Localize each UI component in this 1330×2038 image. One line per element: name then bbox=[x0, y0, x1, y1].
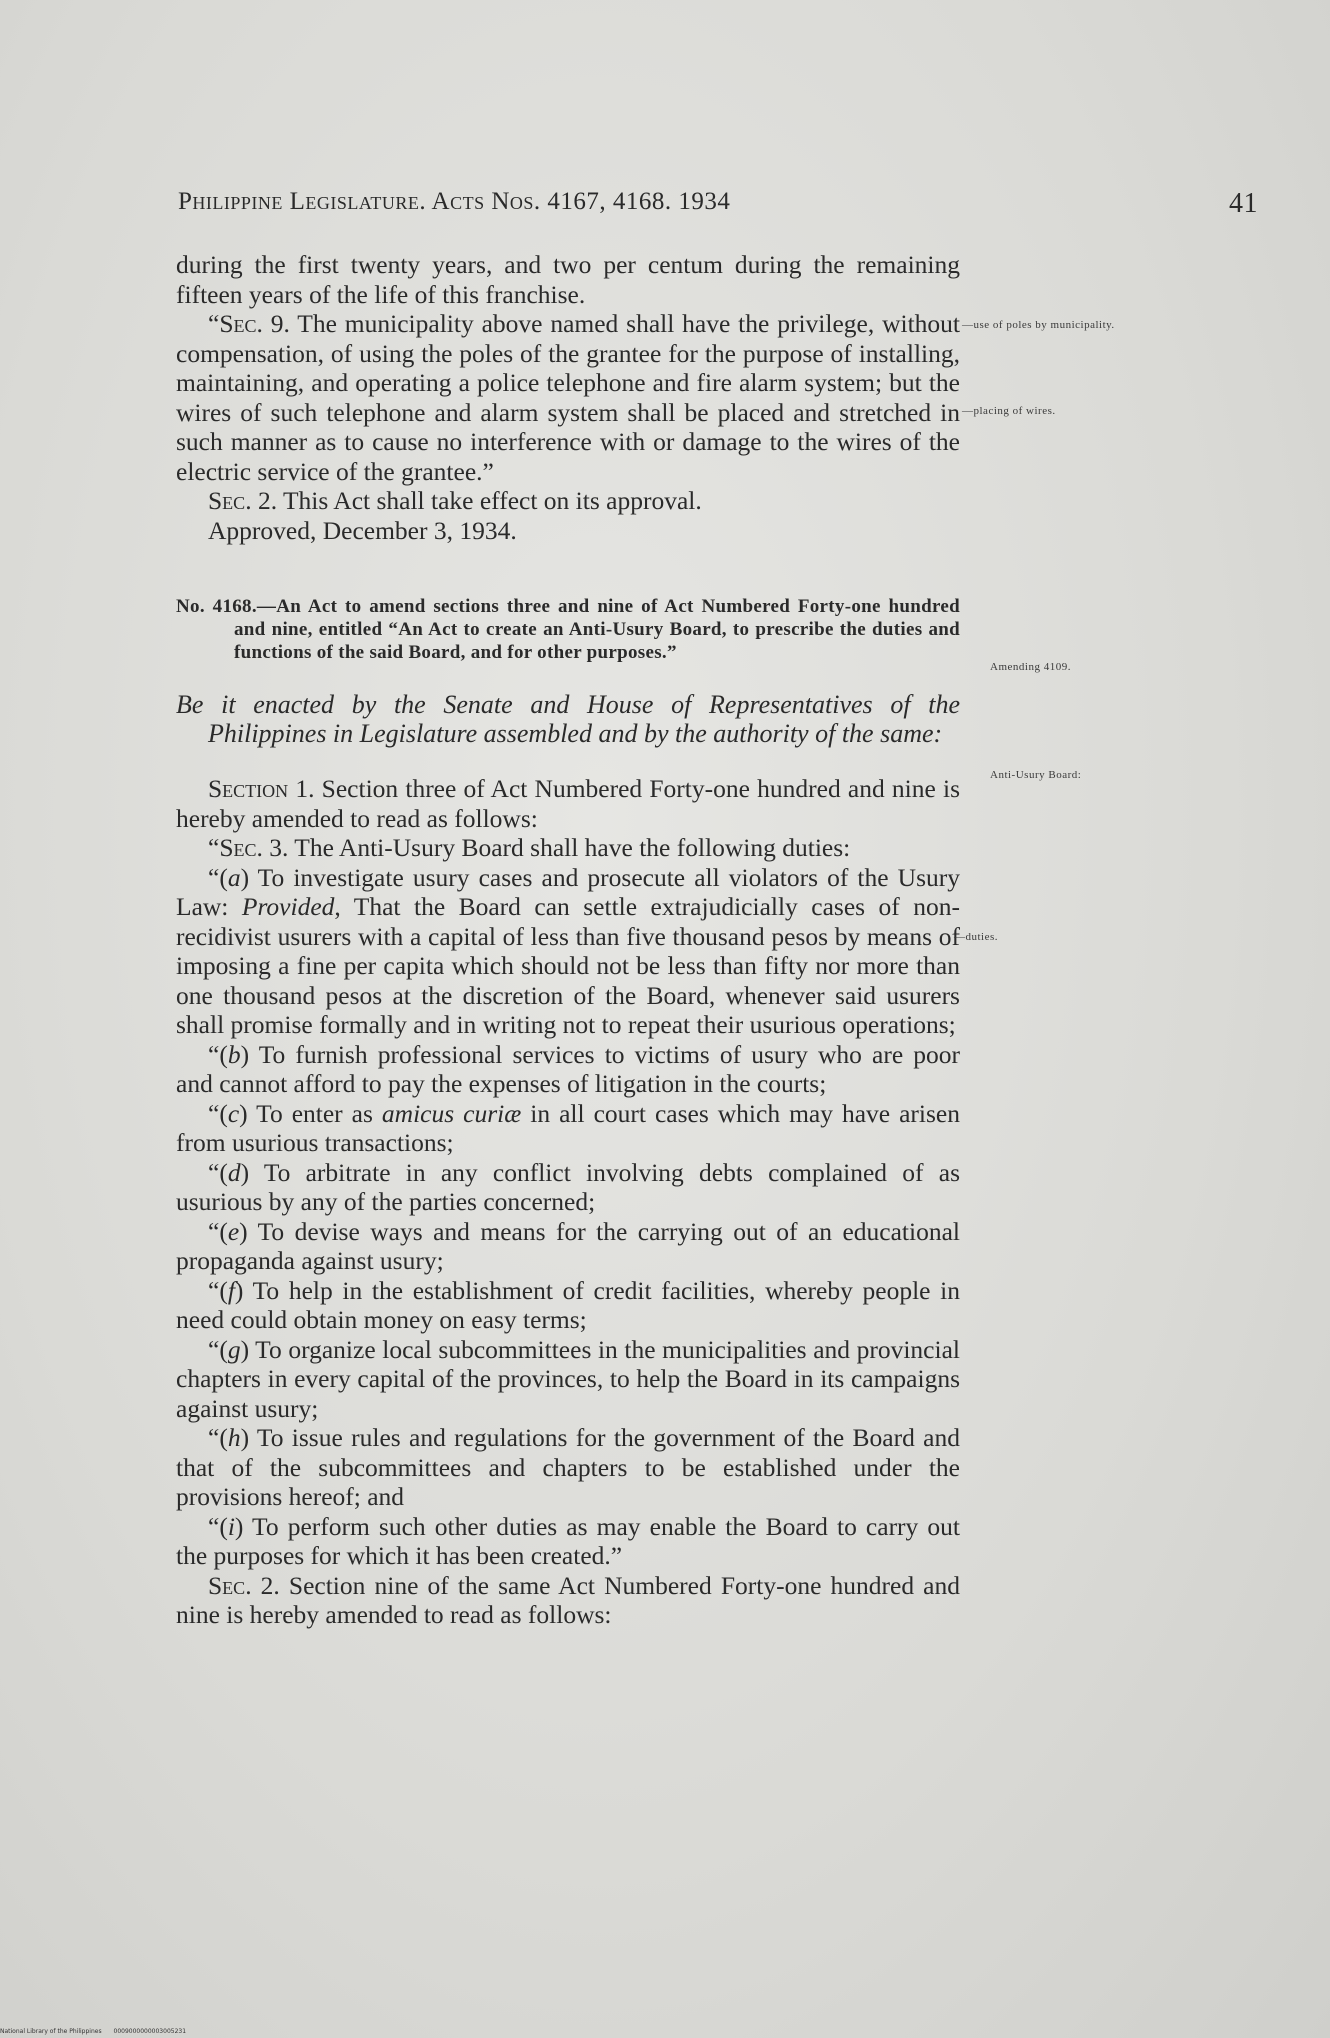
section-label: Sec bbox=[219, 309, 257, 338]
item-letter: h bbox=[227, 1423, 241, 1452]
duty-h bbox=[176, 1423, 960, 1512]
text: ) To arbitrate in any conflict involving debts complained of as usurious by any of the parties concerned; bbox=[176, 1157, 960, 1216]
text: ) To help in the establishment of credit facilities, whereby people in need could obtain money on easy terms; bbox=[176, 1275, 960, 1334]
item-letter: c bbox=[227, 1098, 240, 1128]
italic-word: Provided bbox=[241, 892, 335, 921]
item-letter: d bbox=[227, 1157, 241, 1187]
margin-note-amending: Amending 4109. bbox=[990, 661, 1071, 673]
item-letter: g bbox=[227, 1334, 241, 1364]
text: “( bbox=[208, 1216, 228, 1246]
paragraph-continuation bbox=[176, 250, 960, 309]
section-label: Sec bbox=[219, 833, 257, 862]
section-label: Section bbox=[208, 774, 289, 803]
running-head: Philippine Legislature. Acts Nos. 4167, 4168. 1934 bbox=[178, 188, 731, 215]
paragraph-sec-2-effect bbox=[176, 486, 960, 516]
text: ) To organize local subcommittees in the municipalities and provincial chapters in every capital of the provinces, to help the Board in its campaigns against usury; bbox=[176, 1334, 960, 1423]
margin-note-use-of-poles: —use of poles by municipality. bbox=[962, 319, 1115, 331]
text: ) To perform such other duties as may enable the Board to carry out the purposes for which it has been created.” bbox=[176, 1511, 960, 1570]
text: . 3. The Anti-Usury Board shall have the following duties: bbox=[256, 833, 851, 862]
text: ) To devise ways and means for the carrying out of an educational propaganda against usury; bbox=[176, 1216, 960, 1275]
page-number: 41 bbox=[1229, 188, 1258, 219]
margin-note-placing-wires: —placing of wires. bbox=[962, 405, 1056, 417]
duty-g bbox=[176, 1335, 960, 1424]
item-letter: a bbox=[227, 862, 241, 892]
spacer bbox=[176, 545, 960, 595]
text: “( bbox=[208, 1423, 228, 1452]
scan-footer bbox=[0, 2026, 300, 2038]
section-label: Sec bbox=[208, 486, 246, 515]
text: “( bbox=[208, 1511, 228, 1541]
spacer bbox=[176, 748, 960, 774]
duty-d bbox=[176, 1158, 960, 1217]
item-letter: b bbox=[227, 1039, 241, 1069]
text: “( bbox=[208, 1039, 228, 1069]
paragraph-sec-2-amend bbox=[176, 1571, 960, 1630]
section-label: Sec bbox=[208, 1570, 246, 1600]
enacting-clause: Be it enacted by the Senate and House of Representatives of the Philippines in Legislature assembled and by the authority of the same: bbox=[176, 690, 960, 748]
margin-note-anti-usury-board: Anti-Usury Board: bbox=[990, 769, 1082, 781]
scan-code: 0009000000003005231 bbox=[113, 2028, 187, 2035]
text: . 2. This Act shall take effect on its approval. bbox=[245, 486, 702, 515]
text: “( bbox=[208, 862, 228, 892]
bill-title: No. 4168.—An Act to amend sections three and nine of Act Numbered Forty-one hundred and nine, entitled “An Act to create an Anti-Usury Board, to prescribe the duties and functions of the said Board, and for other purposes.” bbox=[176, 596, 960, 663]
duty-c bbox=[176, 1099, 960, 1158]
paragraph-section-1 bbox=[176, 774, 960, 833]
text: “ bbox=[208, 309, 220, 338]
duty-i bbox=[176, 1512, 960, 1571]
item-letter: e bbox=[227, 1216, 240, 1246]
text: during the first twenty years, and two per centum during the remaining fifteen years of the life of this franchise. bbox=[176, 250, 960, 309]
page-header bbox=[178, 188, 1258, 228]
text: Approved, December 3, 1934. bbox=[208, 515, 517, 545]
text: “( bbox=[208, 1098, 228, 1128]
duty-a bbox=[176, 863, 960, 1040]
text: ) To enter as bbox=[239, 1098, 382, 1128]
duty-f bbox=[176, 1276, 960, 1335]
italic-phrase: amicus curiæ bbox=[381, 1098, 522, 1128]
item-letter: f bbox=[227, 1275, 235, 1305]
text: “( bbox=[208, 1157, 228, 1187]
item-letter: i bbox=[227, 1511, 235, 1541]
text: “ bbox=[208, 833, 220, 862]
text: 1. Section three of Act Numbered Forty-one hundred and nine is hereby amended to read as follows: bbox=[176, 774, 960, 833]
spacer bbox=[176, 664, 960, 690]
text: “( bbox=[208, 1334, 228, 1364]
text: ) To furnish professional services to victims of usury who are poor and cannot afford to pay the expenses of litigation in the courts; bbox=[176, 1039, 960, 1098]
text: ) To issue rules and regulations for the government of the Board and that of the subcommittees and chapters to be established under the provisions hereof; and bbox=[176, 1423, 960, 1511]
main-text bbox=[176, 250, 960, 1630]
library-credit: National Library of the Philippines bbox=[0, 2028, 102, 2035]
paragraph-sec-3 bbox=[176, 833, 960, 863]
duty-b bbox=[176, 1040, 960, 1099]
text: . 9. The municipality above named shall have the privilege, without compensation, of using the poles of the grantee for the purpose of installing, maintaining, and operating a police telephone and fire alarm system; but the wires of such telephone and alarm system shall be placed and stretched in such manner as to cause no interference with or damage to the wires of the electric service of the grantee.” bbox=[176, 309, 960, 486]
text: . 2. Section nine of the same Act Numbered Forty-one hundred and nine is hereby amended to read as follows: bbox=[176, 1570, 960, 1629]
margin-note-duties: —duties. bbox=[954, 931, 999, 943]
duty-e bbox=[176, 1217, 960, 1276]
text: in all court cases which may have arisen from usurious transactions; bbox=[176, 1098, 961, 1157]
text: “( bbox=[208, 1275, 228, 1305]
paragraph-sec-9 bbox=[176, 309, 960, 486]
text: ) To investigate usury cases and prosecute all violators of the Usury Law: bbox=[176, 862, 960, 921]
text: , That the Board can settle extrajudicially cases of non-recidivist usurers with a capital of less than five thousand pesos by means of imposing a fine per capita which should not be less than fifty nor more than one thousand pesos at the discretion of the Board, whenever said usurers shall promise formally and in writing not to repeat their usurious operations; bbox=[176, 892, 960, 1039]
approved-line bbox=[176, 516, 960, 546]
